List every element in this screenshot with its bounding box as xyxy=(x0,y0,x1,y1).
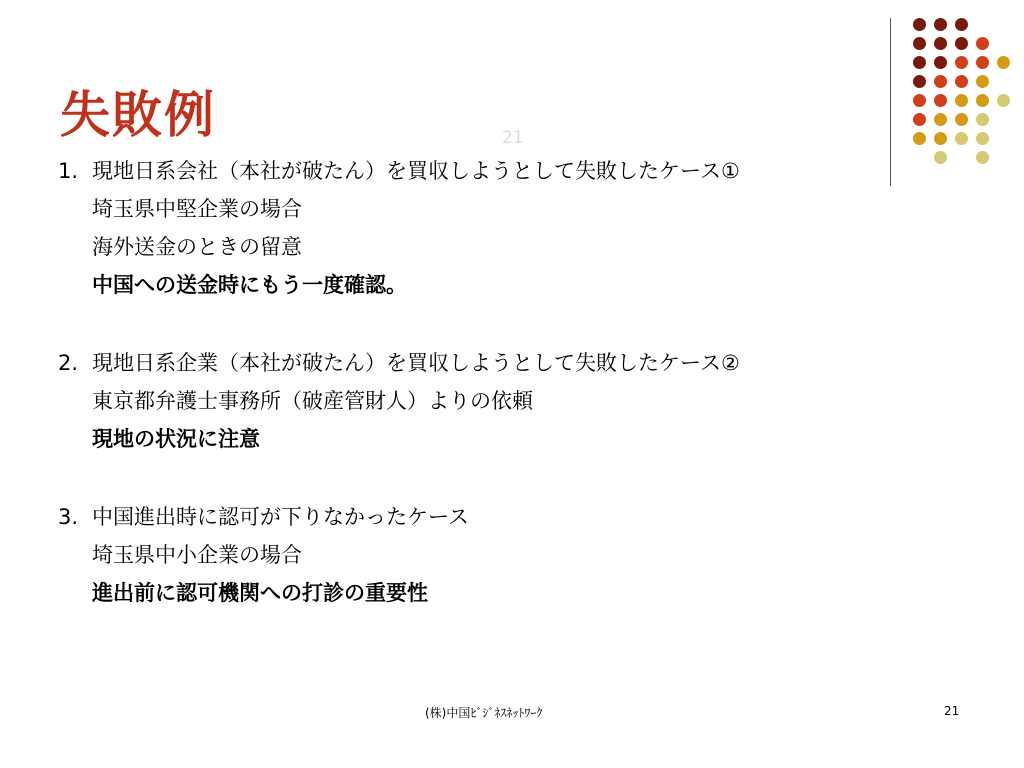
spacer xyxy=(58,304,878,344)
decor-dot xyxy=(955,94,968,107)
decor-dot xyxy=(976,132,989,145)
slide-body xyxy=(58,152,878,612)
decor-dot xyxy=(934,151,947,164)
decor-dot xyxy=(913,113,926,126)
section-heading-text: 現地日系企業（本社が破たん）を買収しようとして失敗したケース② xyxy=(92,351,740,375)
decor-dot xyxy=(976,151,989,164)
decor-dot xyxy=(976,94,989,107)
decor-dot xyxy=(955,132,968,145)
footer-company: (株)中国ﾋﾞｼﾞﾈｽﾈｯﾄﾜｰｸ xyxy=(425,706,543,720)
spacer xyxy=(58,458,878,498)
decor-dot xyxy=(997,56,1010,69)
decorative-dot-pattern xyxy=(910,18,1010,168)
decor-dot xyxy=(913,18,926,31)
decor-dot xyxy=(955,113,968,126)
section-number: 2. xyxy=(58,351,79,375)
decor-dot xyxy=(955,37,968,50)
section-number: 1. xyxy=(58,159,79,183)
decor-dot xyxy=(913,37,926,50)
section-heading xyxy=(58,344,878,382)
page-number: 21 xyxy=(944,704,960,718)
decor-dot xyxy=(934,132,947,145)
decor-dot xyxy=(934,56,947,69)
decor-dot xyxy=(976,75,989,88)
decor-dot xyxy=(934,18,947,31)
decor-dot xyxy=(913,75,926,88)
decor-dot xyxy=(955,18,968,31)
section-detail: 東京都弁護士事務所（破産管財人）よりの依頼 xyxy=(92,389,533,413)
decor-dot xyxy=(934,113,947,126)
decor-dot xyxy=(976,37,989,50)
decor-dot xyxy=(976,56,989,69)
section-emphasis: 中国への送金時にもう一度確認。 xyxy=(92,273,407,297)
section-detail: 埼玉県中堅企業の場合 xyxy=(92,197,302,221)
decor-dot xyxy=(976,113,989,126)
section-detail: 埼玉県中小企業の場合 xyxy=(92,543,302,567)
decor-dot xyxy=(955,56,968,69)
decor-dot xyxy=(997,94,1010,107)
decor-dot xyxy=(913,94,926,107)
section-detail: 海外送金のときの留意 xyxy=(92,235,302,259)
decor-dot xyxy=(913,56,926,69)
decor-dot xyxy=(955,75,968,88)
section-heading xyxy=(58,498,878,536)
watermark-number: 21 xyxy=(502,128,524,148)
divider-line xyxy=(890,18,891,186)
decor-dot xyxy=(934,75,947,88)
decor-dot xyxy=(913,132,926,145)
section-emphasis: 進出前に認可機関への打診の重要性 xyxy=(92,581,428,605)
slide-title: 失敗例 xyxy=(60,86,216,144)
section-number: 3. xyxy=(58,505,79,529)
decor-dot xyxy=(934,94,947,107)
section-emphasis: 現地の状況に注意 xyxy=(92,427,260,451)
decor-dot xyxy=(934,37,947,50)
section-heading xyxy=(58,152,878,190)
section-heading-text: 現地日系会社（本社が破たん）を買収しようとして失敗したケース① xyxy=(92,159,740,183)
section-heading-text: 中国進出時に認可が下りなかったケース xyxy=(92,505,469,529)
